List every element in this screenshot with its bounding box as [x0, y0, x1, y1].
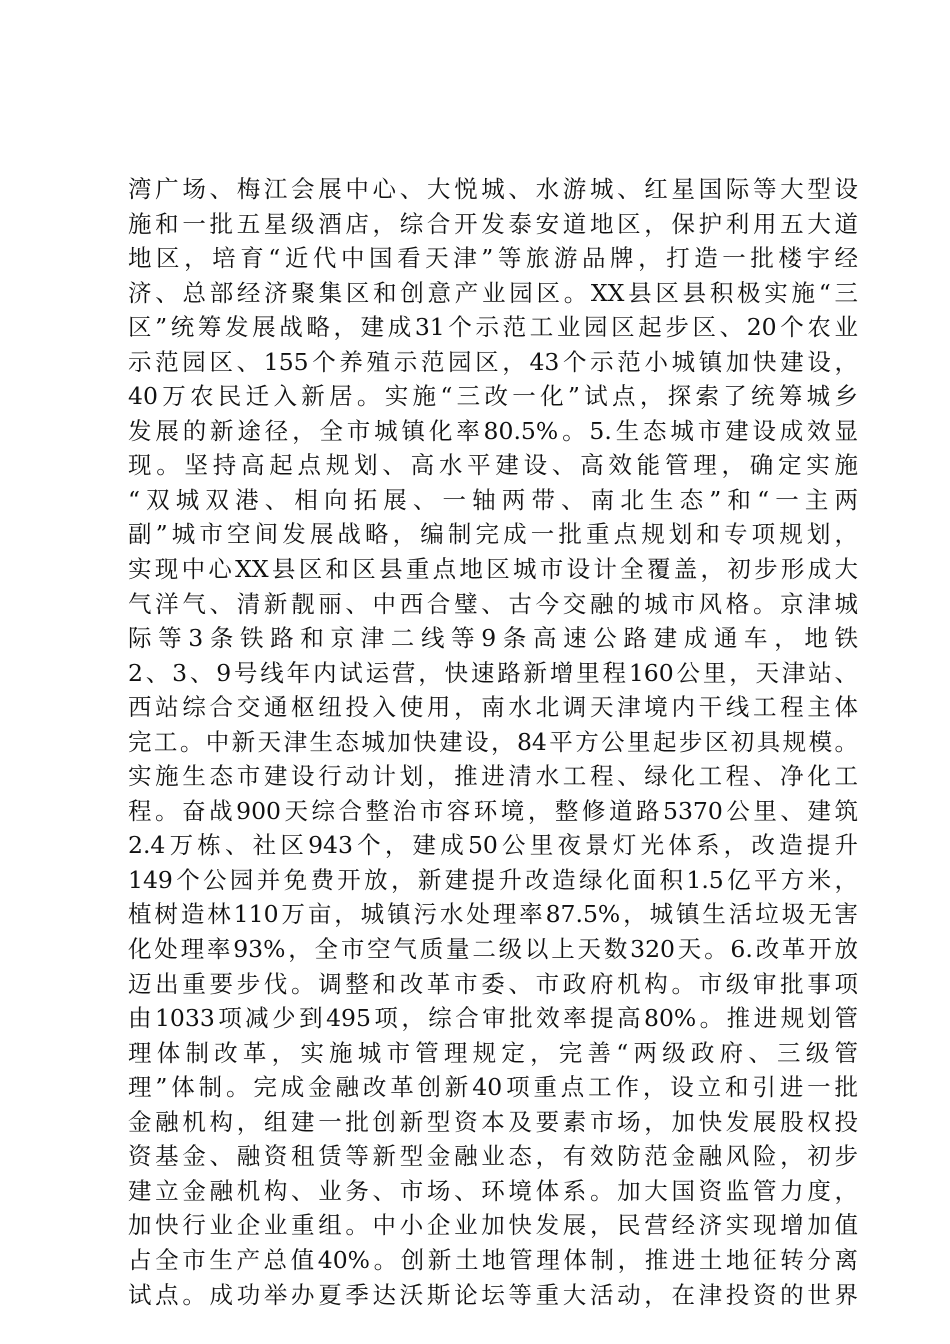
- body-text: [128, 172, 858, 1312]
- text-line: 示范园区、155个养殖示范园区，43个示范小城镇加快建设，: [128, 347, 858, 376]
- text-line: 实施生态市建设行动计划，推进清水工程、绿化工程、净化工: [128, 762, 858, 791]
- text-line: 40万农民迁入新居。实施“三改一化”试点，探索了统筹城乡: [128, 382, 858, 411]
- text-line: 气洋气、清新靓丽、中西合璧、古今交融的城市风格。京津城: [128, 589, 858, 618]
- text-line: 区”统筹发展战略，建成31个示范工业园区起步区、20个农业: [128, 313, 858, 342]
- text-line: 际等3条铁路和京津二线等9条高速公路建成通车，地铁: [128, 624, 858, 653]
- text-line: 西站综合交通枢纽投入使用，南水北调天津境内干线工程主体: [128, 693, 858, 722]
- text-line: 发展的新途径，全市城镇化率80.5%。5.生态城市建设成效显: [128, 416, 858, 445]
- text-line: 副”城市空间发展战略，编制完成一批重点规划和专项规划，: [128, 520, 858, 549]
- text-line: 资基金、融资租赁等新型金融业态，有效防范金融风险，初步: [128, 1142, 858, 1171]
- text-line: 化处理率93%，全市空气质量二级以上天数320天。6.改革开放: [128, 935, 858, 964]
- text-line: 施和一批五星级酒店，综合开发泰安道地区，保护利用五大道: [128, 209, 858, 238]
- text-line: 理”体制。完成金融改革创新40项重点工作，设立和引进一批: [128, 1073, 858, 1102]
- text-line: 2、3、9号线年内试运营，快速路新增里程160公里，天津站、: [128, 658, 858, 687]
- text-line: 完工。中新天津生态城加快建设，84平方公里起步区初具规模。: [128, 727, 858, 756]
- text-line: 程。奋战900天综合整治市容环境，整修道路5370公里、建筑: [128, 796, 858, 825]
- text-line: 湾广场、梅江会展中心、大悦城、水游城、红星国际等大型设: [128, 175, 858, 203]
- text-line: 建立金融机构、业务、市场、环境体系。加大国资监管力度，: [128, 1176, 858, 1205]
- text-line: 占全市生产总值40%。创新土地管理体制，推进土地征转分离: [128, 1245, 858, 1274]
- text-line: 理体制改革，实施城市管理规定，完善“两级政府、三级管: [128, 1038, 858, 1067]
- text-line: 迈出重要步伐。调整和改革市委、市政府机构。市级审批事项: [128, 969, 858, 998]
- text-line: 149个公园并免费开放，新建提升改造绿化面积1.5亿平方米，: [128, 865, 858, 894]
- text-line: 加快行业企业重组。中小企业加快发展，民营经济实现增加值: [128, 1211, 858, 1240]
- text-line: 实现中心XX县区和区县重点地区城市设计全覆盖，初步形成大: [128, 555, 858, 584]
- text-line: 金融机构，组建一批创新型资本及要素市场，加快发展股权投: [128, 1107, 858, 1136]
- text-line: 地区，培育“近代中国看天津”等旅游品牌，打造一批楼宇经: [128, 244, 858, 273]
- text-line: “双城双港、相向拓展、一轴两带、南北生态”和“一主两: [128, 485, 858, 514]
- text-line: 植树造林110万亩，城镇污水处理率87.5%，城镇生活垃圾无害: [128, 900, 858, 929]
- text-line: 济、总部经济聚集区和创意产业园区。XX县区县积极实施“三: [128, 278, 858, 307]
- text-line: 2.4万栋、社区943个，建成50公里夜景灯光体系，改造提升: [128, 831, 858, 860]
- text-line: 现。坚持高起点规划、高水平建设、高效能管理，确定实施: [128, 451, 858, 480]
- text-line: 试点。成功举办夏季达沃斯论坛等重大活动，在津投资的世界: [128, 1280, 858, 1309]
- text-line: 由1033项减少到495项，综合审批效率提高80%。推进规划管: [128, 1004, 858, 1033]
